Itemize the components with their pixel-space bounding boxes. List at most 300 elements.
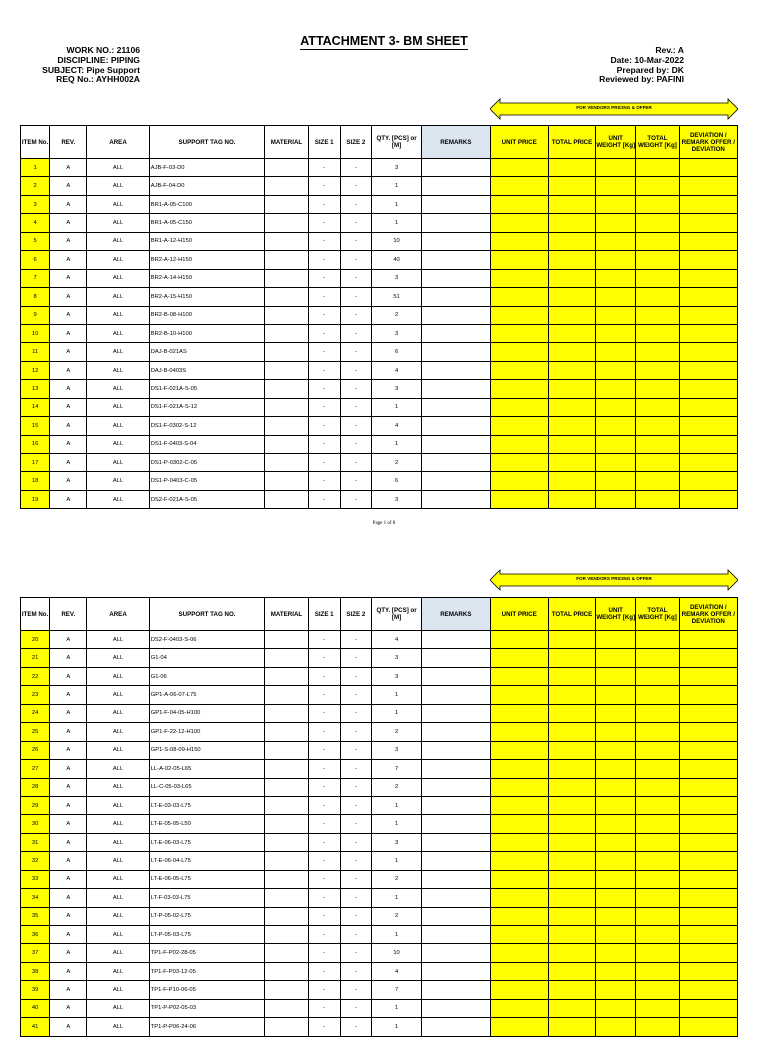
remarks-cell[interactable] bbox=[422, 269, 490, 287]
total-weight-cell[interactable] bbox=[636, 343, 679, 361]
size1-cell: - bbox=[308, 889, 340, 907]
unit-price-cell[interactable] bbox=[490, 926, 548, 944]
table-row bbox=[21, 269, 738, 287]
total-weight-cell[interactable] bbox=[636, 815, 679, 833]
rev-cell: A bbox=[50, 490, 87, 508]
unit-price-cell[interactable] bbox=[490, 435, 548, 453]
total-price-cell[interactable] bbox=[548, 667, 595, 685]
unit-price-cell[interactable] bbox=[490, 667, 548, 685]
item-no-cell: 27 bbox=[21, 760, 50, 778]
deviation-cell[interactable] bbox=[679, 962, 737, 980]
area-cell: ALL bbox=[87, 361, 149, 379]
total-weight-cell[interactable] bbox=[636, 741, 679, 759]
deviation-cell[interactable] bbox=[679, 361, 737, 379]
remarks-cell[interactable] bbox=[422, 870, 490, 888]
size1-cell: - bbox=[308, 214, 340, 232]
total-price-cell[interactable] bbox=[548, 907, 595, 925]
deviation-cell[interactable] bbox=[679, 232, 737, 250]
unit-price-cell[interactable] bbox=[490, 741, 548, 759]
remarks-cell[interactable] bbox=[422, 631, 490, 649]
remarks-cell[interactable] bbox=[422, 1018, 490, 1036]
unit-price-cell[interactable] bbox=[490, 490, 548, 508]
unit-weight-cell[interactable] bbox=[596, 288, 636, 306]
material-cell bbox=[265, 343, 308, 361]
unit-price-cell[interactable] bbox=[490, 686, 548, 704]
total-weight-cell[interactable] bbox=[636, 649, 679, 667]
remarks-cell[interactable] bbox=[422, 778, 490, 796]
total-price-cell[interactable] bbox=[548, 177, 595, 195]
total-weight-cell[interactable] bbox=[636, 177, 679, 195]
unit-weight-cell[interactable] bbox=[596, 889, 636, 907]
remarks-cell[interactable] bbox=[422, 417, 490, 435]
deviation-cell[interactable] bbox=[679, 815, 737, 833]
total-weight-cell[interactable] bbox=[636, 324, 679, 342]
remarks-cell[interactable] bbox=[422, 889, 490, 907]
remarks-cell[interactable] bbox=[422, 195, 490, 213]
deviation-cell[interactable] bbox=[679, 269, 737, 287]
total-weight-cell[interactable] bbox=[636, 417, 679, 435]
area-cell: ALL bbox=[87, 649, 149, 667]
size1-cell: - bbox=[308, 195, 340, 213]
unit-weight-cell[interactable] bbox=[596, 962, 636, 980]
unit-price-cell[interactable] bbox=[490, 760, 548, 778]
unit-weight-cell[interactable] bbox=[596, 490, 636, 508]
remarks-cell[interactable] bbox=[422, 324, 490, 342]
total-price-cell[interactable] bbox=[548, 815, 595, 833]
remarks-cell[interactable] bbox=[422, 852, 490, 870]
total-price-cell[interactable] bbox=[548, 889, 595, 907]
total-price-cell[interactable] bbox=[548, 435, 595, 453]
deviation-cell[interactable] bbox=[679, 631, 737, 649]
deviation-cell[interactable] bbox=[679, 159, 737, 177]
unit-price-cell[interactable] bbox=[490, 962, 548, 980]
unit-price-cell[interactable] bbox=[490, 833, 548, 851]
unit-weight-cell[interactable] bbox=[596, 926, 636, 944]
revision-info-block bbox=[484, 46, 684, 85]
deviation-cell[interactable] bbox=[679, 981, 737, 999]
deviation-cell[interactable] bbox=[679, 214, 737, 232]
total-price-cell[interactable] bbox=[548, 704, 595, 722]
deviation-cell[interactable] bbox=[679, 177, 737, 195]
unit-weight-cell[interactable] bbox=[596, 631, 636, 649]
size1-cell: - bbox=[308, 232, 340, 250]
unit-price-cell[interactable] bbox=[490, 723, 548, 741]
unit-price-cell[interactable] bbox=[490, 649, 548, 667]
total-weight-cell[interactable] bbox=[636, 723, 679, 741]
unit-weight-cell[interactable] bbox=[596, 667, 636, 685]
unit-weight-cell[interactable] bbox=[596, 435, 636, 453]
unit-price-cell[interactable] bbox=[490, 796, 548, 814]
total-weight-cell[interactable] bbox=[636, 796, 679, 814]
remarks-cell[interactable] bbox=[422, 833, 490, 851]
col-size2: SIZE 2 bbox=[340, 126, 371, 159]
total-price-cell[interactable] bbox=[548, 686, 595, 704]
total-price-cell[interactable] bbox=[548, 833, 595, 851]
deviation-cell[interactable] bbox=[679, 926, 737, 944]
deviation-cell[interactable] bbox=[679, 999, 737, 1017]
total-weight-cell[interactable] bbox=[636, 361, 679, 379]
total-weight-cell[interactable] bbox=[636, 472, 679, 490]
remarks-cell[interactable] bbox=[422, 796, 490, 814]
support-tag-cell: DS1-F-0403-S-04 bbox=[149, 435, 265, 453]
total-price-cell[interactable] bbox=[548, 417, 595, 435]
total-weight-cell[interactable] bbox=[636, 999, 679, 1017]
unit-weight-cell[interactable] bbox=[596, 398, 636, 416]
unit-price-cell[interactable] bbox=[490, 999, 548, 1017]
material-cell bbox=[265, 704, 308, 722]
unit-weight-cell[interactable] bbox=[596, 472, 636, 490]
unit-weight-cell[interactable] bbox=[596, 361, 636, 379]
total-price-cell[interactable] bbox=[548, 796, 595, 814]
qty-cell: 2 bbox=[371, 778, 421, 796]
rev-cell: A bbox=[50, 870, 87, 888]
remarks-cell[interactable] bbox=[422, 815, 490, 833]
unit-weight-cell[interactable] bbox=[596, 195, 636, 213]
material-cell bbox=[265, 649, 308, 667]
total-price-cell[interactable] bbox=[548, 398, 595, 416]
deviation-cell[interactable] bbox=[679, 760, 737, 778]
area-cell: ALL bbox=[87, 343, 149, 361]
material-cell bbox=[265, 926, 308, 944]
unit-price-cell[interactable] bbox=[490, 631, 548, 649]
total-price-cell[interactable] bbox=[548, 631, 595, 649]
total-weight-cell[interactable] bbox=[636, 944, 679, 962]
unit-weight-cell[interactable] bbox=[596, 778, 636, 796]
unit-weight-cell[interactable] bbox=[596, 454, 636, 472]
unit-price-cell[interactable] bbox=[490, 778, 548, 796]
remarks-cell[interactable] bbox=[422, 907, 490, 925]
deviation-cell[interactable] bbox=[679, 944, 737, 962]
unit-weight-cell[interactable] bbox=[596, 981, 636, 999]
total-price-cell[interactable] bbox=[548, 981, 595, 999]
total-price-cell[interactable] bbox=[548, 251, 595, 269]
unit-price-cell[interactable] bbox=[490, 889, 548, 907]
table-row bbox=[21, 380, 738, 398]
unit-weight-cell[interactable] bbox=[596, 760, 636, 778]
total-weight-cell[interactable] bbox=[636, 907, 679, 925]
table-row bbox=[21, 1018, 738, 1036]
total-weight-cell[interactable] bbox=[636, 667, 679, 685]
unit-price-cell[interactable] bbox=[490, 398, 548, 416]
deviation-cell[interactable] bbox=[679, 324, 737, 342]
unit-weight-cell[interactable] bbox=[596, 852, 636, 870]
unit-price-cell[interactable] bbox=[490, 214, 548, 232]
col-size1: SIZE 1 bbox=[308, 598, 340, 631]
unit-weight-cell[interactable] bbox=[596, 1018, 636, 1036]
remarks-cell[interactable] bbox=[422, 251, 490, 269]
deviation-cell[interactable] bbox=[679, 435, 737, 453]
total-weight-cell[interactable] bbox=[636, 288, 679, 306]
total-price-cell[interactable] bbox=[548, 962, 595, 980]
deviation-cell[interactable] bbox=[679, 490, 737, 508]
deviation-cell[interactable] bbox=[679, 723, 737, 741]
unit-price-cell[interactable] bbox=[490, 159, 548, 177]
unit-price-cell[interactable] bbox=[490, 981, 548, 999]
total-weight-cell[interactable] bbox=[636, 686, 679, 704]
item-no-cell: 31 bbox=[21, 833, 50, 851]
total-price-cell[interactable] bbox=[548, 999, 595, 1017]
remarks-cell[interactable] bbox=[422, 306, 490, 324]
deviation-cell[interactable] bbox=[679, 833, 737, 851]
total-weight-cell[interactable] bbox=[636, 490, 679, 508]
unit-price-cell[interactable] bbox=[490, 870, 548, 888]
remarks-cell[interactable] bbox=[422, 999, 490, 1017]
total-price-cell[interactable] bbox=[548, 944, 595, 962]
area-cell: ALL bbox=[87, 380, 149, 398]
qty-cell: 1 bbox=[371, 796, 421, 814]
remarks-cell[interactable] bbox=[422, 435, 490, 453]
deviation-cell[interactable] bbox=[679, 288, 737, 306]
total-weight-cell[interactable] bbox=[636, 631, 679, 649]
total-weight-cell[interactable] bbox=[636, 195, 679, 213]
unit-weight-cell[interactable] bbox=[596, 159, 636, 177]
total-weight-cell[interactable] bbox=[636, 778, 679, 796]
remarks-cell[interactable] bbox=[422, 667, 490, 685]
unit-weight-cell[interactable] bbox=[596, 177, 636, 195]
unit-weight-cell[interactable] bbox=[596, 999, 636, 1017]
col-remarks: REMARKS bbox=[422, 598, 490, 631]
total-weight-cell[interactable] bbox=[636, 1018, 679, 1036]
unit-price-cell[interactable] bbox=[490, 343, 548, 361]
unit-price-cell[interactable] bbox=[490, 454, 548, 472]
material-cell bbox=[265, 741, 308, 759]
size2-cell: - bbox=[340, 214, 371, 232]
qty-cell: 1 bbox=[371, 704, 421, 722]
total-weight-cell[interactable] bbox=[636, 435, 679, 453]
item-no-cell: 22 bbox=[21, 667, 50, 685]
size1-cell: - bbox=[308, 1018, 340, 1036]
unit-price-cell[interactable] bbox=[490, 417, 548, 435]
total-weight-cell[interactable] bbox=[636, 852, 679, 870]
total-weight-cell[interactable] bbox=[636, 981, 679, 999]
unit-weight-cell[interactable] bbox=[596, 649, 636, 667]
unit-price-cell[interactable] bbox=[490, 251, 548, 269]
unit-price-cell[interactable] bbox=[490, 288, 548, 306]
total-price-cell[interactable] bbox=[548, 1018, 595, 1036]
remarks-cell[interactable] bbox=[422, 343, 490, 361]
deviation-cell[interactable] bbox=[679, 251, 737, 269]
total-weight-cell[interactable] bbox=[636, 454, 679, 472]
deviation-cell[interactable] bbox=[679, 343, 737, 361]
unit-price-cell[interactable] bbox=[490, 177, 548, 195]
remarks-cell[interactable] bbox=[422, 760, 490, 778]
item-no-cell: 39 bbox=[21, 981, 50, 999]
total-weight-cell[interactable] bbox=[636, 159, 679, 177]
table-header-row bbox=[21, 598, 738, 631]
total-price-cell[interactable] bbox=[548, 361, 595, 379]
work-info-block bbox=[34, 46, 140, 85]
total-weight-cell[interactable] bbox=[636, 926, 679, 944]
deviation-cell[interactable] bbox=[679, 704, 737, 722]
total-price-cell[interactable] bbox=[548, 159, 595, 177]
item-no-cell: 41 bbox=[21, 1018, 50, 1036]
deviation-cell[interactable] bbox=[679, 398, 737, 416]
total-price-cell[interactable] bbox=[548, 343, 595, 361]
remarks-cell[interactable] bbox=[422, 398, 490, 416]
total-weight-cell[interactable] bbox=[636, 398, 679, 416]
total-weight-cell[interactable] bbox=[636, 380, 679, 398]
unit-weight-cell[interactable] bbox=[596, 343, 636, 361]
deviation-cell[interactable] bbox=[679, 796, 737, 814]
unit-weight-cell[interactable] bbox=[596, 686, 636, 704]
unit-price-cell[interactable] bbox=[490, 361, 548, 379]
unit-price-cell[interactable] bbox=[490, 232, 548, 250]
remarks-cell[interactable] bbox=[422, 944, 490, 962]
sheet-title: ATTACHMENT 3- BM SHEET bbox=[300, 34, 468, 48]
remarks-cell[interactable] bbox=[422, 472, 490, 490]
total-price-cell[interactable] bbox=[548, 741, 595, 759]
total-price-cell[interactable] bbox=[548, 760, 595, 778]
col-total-weight: TOTAL WEIGHT [Kg] bbox=[636, 126, 679, 159]
unit-weight-cell[interactable] bbox=[596, 704, 636, 722]
total-weight-cell[interactable] bbox=[636, 251, 679, 269]
unit-weight-cell[interactable] bbox=[596, 417, 636, 435]
total-weight-cell[interactable] bbox=[636, 833, 679, 851]
table-row bbox=[21, 472, 738, 490]
deviation-cell[interactable] bbox=[679, 472, 737, 490]
total-weight-cell[interactable] bbox=[636, 232, 679, 250]
deviation-cell[interactable] bbox=[679, 380, 737, 398]
support-tag-cell: AJB-F-03-D0 bbox=[149, 159, 265, 177]
unit-price-cell[interactable] bbox=[490, 472, 548, 490]
unit-weight-cell[interactable] bbox=[596, 723, 636, 741]
total-price-cell[interactable] bbox=[548, 269, 595, 287]
unit-weight-cell[interactable] bbox=[596, 870, 636, 888]
deviation-cell[interactable] bbox=[679, 889, 737, 907]
rev-cell: A bbox=[50, 815, 87, 833]
remarks-cell[interactable] bbox=[422, 741, 490, 759]
deviation-cell[interactable] bbox=[679, 741, 737, 759]
total-price-cell[interactable] bbox=[548, 232, 595, 250]
total-price-cell[interactable] bbox=[548, 380, 595, 398]
table-row bbox=[21, 631, 738, 649]
deviation-cell[interactable] bbox=[679, 454, 737, 472]
deviation-cell[interactable] bbox=[679, 417, 737, 435]
unit-weight-cell[interactable] bbox=[596, 251, 636, 269]
deviation-cell[interactable] bbox=[679, 667, 737, 685]
col-unit-price: UNIT PRICE bbox=[490, 126, 548, 159]
remarks-cell[interactable] bbox=[422, 981, 490, 999]
table-row bbox=[21, 361, 738, 379]
unit-weight-cell[interactable] bbox=[596, 907, 636, 925]
unit-price-cell[interactable] bbox=[490, 815, 548, 833]
remarks-cell[interactable] bbox=[422, 380, 490, 398]
size1-cell: - bbox=[308, 926, 340, 944]
remarks-cell[interactable] bbox=[422, 288, 490, 306]
remarks-cell[interactable] bbox=[422, 926, 490, 944]
total-weight-cell[interactable] bbox=[636, 760, 679, 778]
remarks-cell[interactable] bbox=[422, 159, 490, 177]
total-price-cell[interactable] bbox=[548, 454, 595, 472]
unit-price-cell[interactable] bbox=[490, 195, 548, 213]
remarks-cell[interactable] bbox=[422, 686, 490, 704]
remarks-cell[interactable] bbox=[422, 177, 490, 195]
unit-weight-cell[interactable] bbox=[596, 741, 636, 759]
unit-weight-cell[interactable] bbox=[596, 944, 636, 962]
deviation-cell[interactable] bbox=[679, 649, 737, 667]
unit-weight-cell[interactable] bbox=[596, 214, 636, 232]
unit-price-cell[interactable] bbox=[490, 324, 548, 342]
remarks-cell[interactable] bbox=[422, 704, 490, 722]
unit-weight-cell[interactable] bbox=[596, 815, 636, 833]
total-price-cell[interactable] bbox=[548, 649, 595, 667]
remarks-cell[interactable] bbox=[422, 723, 490, 741]
total-price-cell[interactable] bbox=[548, 926, 595, 944]
unit-weight-cell[interactable] bbox=[596, 324, 636, 342]
deviation-cell[interactable] bbox=[679, 778, 737, 796]
col-size2: SIZE 2 bbox=[340, 598, 371, 631]
unit-price-cell[interactable] bbox=[490, 704, 548, 722]
total-price-cell[interactable] bbox=[548, 870, 595, 888]
total-price-cell[interactable] bbox=[548, 472, 595, 490]
size1-cell: - bbox=[308, 796, 340, 814]
total-weight-cell[interactable] bbox=[636, 889, 679, 907]
total-weight-cell[interactable] bbox=[636, 870, 679, 888]
unit-weight-cell[interactable] bbox=[596, 380, 636, 398]
remarks-cell[interactable] bbox=[422, 490, 490, 508]
deviation-cell[interactable] bbox=[679, 195, 737, 213]
unit-price-cell[interactable] bbox=[490, 1018, 548, 1036]
total-price-cell[interactable] bbox=[548, 214, 595, 232]
size2-cell: - bbox=[340, 778, 371, 796]
total-price-cell[interactable] bbox=[548, 852, 595, 870]
total-price-cell[interactable] bbox=[548, 195, 595, 213]
unit-weight-cell[interactable] bbox=[596, 232, 636, 250]
remarks-cell[interactable] bbox=[422, 962, 490, 980]
total-price-cell[interactable] bbox=[548, 723, 595, 741]
unit-price-cell[interactable] bbox=[490, 380, 548, 398]
unit-weight-cell[interactable] bbox=[596, 306, 636, 324]
total-weight-cell[interactable] bbox=[636, 306, 679, 324]
unit-weight-cell[interactable] bbox=[596, 269, 636, 287]
total-price-cell[interactable] bbox=[548, 778, 595, 796]
total-price-cell[interactable] bbox=[548, 288, 595, 306]
deviation-cell[interactable] bbox=[679, 1018, 737, 1036]
deviation-cell[interactable] bbox=[679, 907, 737, 925]
remarks-cell[interactable] bbox=[422, 649, 490, 667]
material-cell bbox=[265, 796, 308, 814]
remarks-cell[interactable] bbox=[422, 454, 490, 472]
deviation-cell[interactable] bbox=[679, 686, 737, 704]
unit-weight-cell[interactable] bbox=[596, 796, 636, 814]
size1-cell: - bbox=[308, 324, 340, 342]
unit-price-cell[interactable] bbox=[490, 269, 548, 287]
qty-cell: 3 bbox=[371, 380, 421, 398]
unit-price-cell[interactable] bbox=[490, 306, 548, 324]
total-weight-cell[interactable] bbox=[636, 214, 679, 232]
deviation-cell[interactable] bbox=[679, 870, 737, 888]
unit-price-cell[interactable] bbox=[490, 944, 548, 962]
material-cell bbox=[265, 870, 308, 888]
remarks-cell[interactable] bbox=[422, 214, 490, 232]
unit-price-cell[interactable] bbox=[490, 907, 548, 925]
total-weight-cell[interactable] bbox=[636, 269, 679, 287]
total-price-cell[interactable] bbox=[548, 490, 595, 508]
material-cell bbox=[265, 760, 308, 778]
deviation-cell[interactable] bbox=[679, 852, 737, 870]
total-price-cell[interactable] bbox=[548, 324, 595, 342]
support-tag-cell: BR2-A-15-H150 bbox=[149, 288, 265, 306]
remarks-cell[interactable] bbox=[422, 361, 490, 379]
unit-weight-cell[interactable] bbox=[596, 833, 636, 851]
deviation-cell[interactable] bbox=[679, 306, 737, 324]
unit-price-cell[interactable] bbox=[490, 852, 548, 870]
total-weight-cell[interactable] bbox=[636, 962, 679, 980]
total-price-cell[interactable] bbox=[548, 306, 595, 324]
total-weight-cell[interactable] bbox=[636, 704, 679, 722]
table-row bbox=[21, 195, 738, 213]
remarks-cell[interactable] bbox=[422, 232, 490, 250]
